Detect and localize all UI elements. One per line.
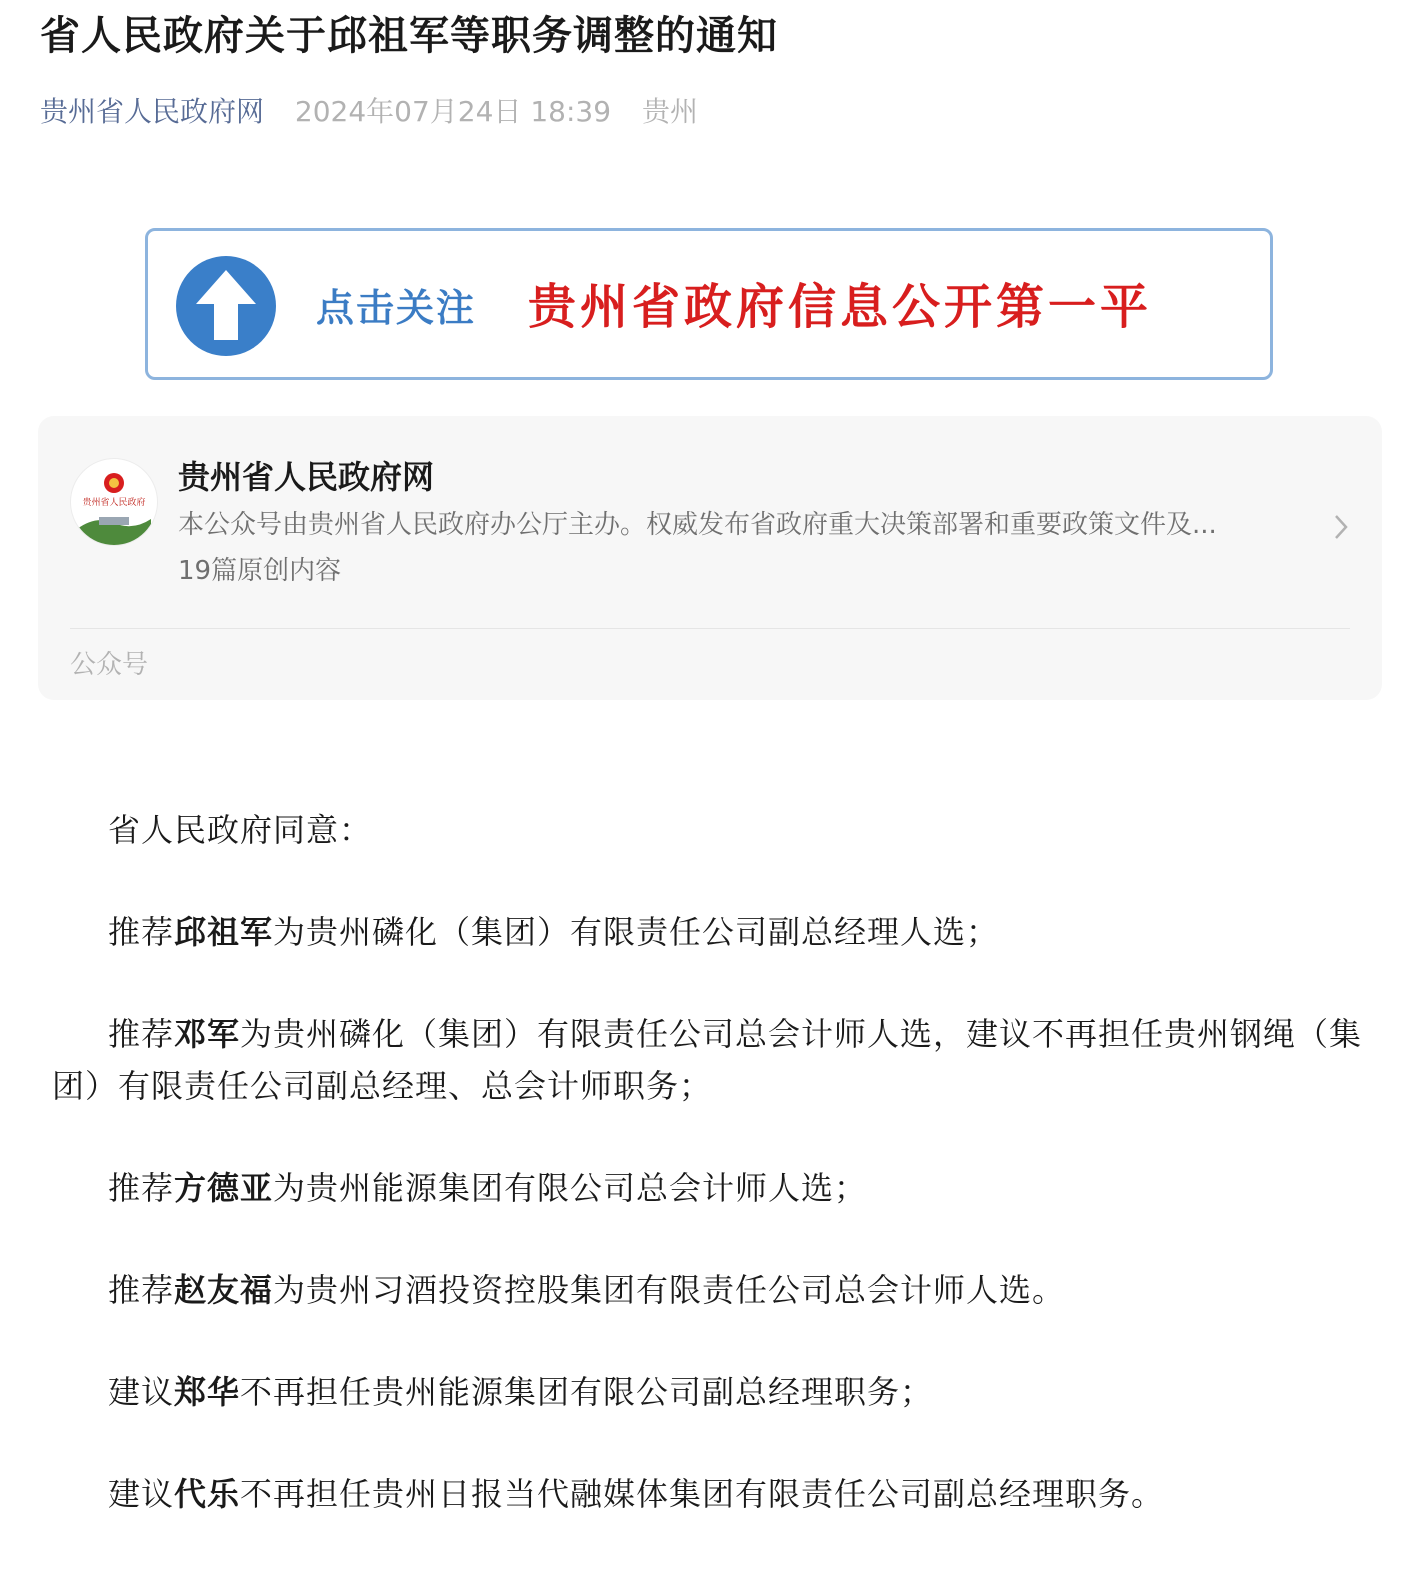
banner-slogan: 贵州省政府信息公开第一平	[528, 279, 1153, 335]
body-intro: 省人民政府同意：	[108, 811, 373, 849]
account-type-label: 公众号	[70, 650, 149, 680]
account-name: 贵州省人民政府网	[178, 458, 435, 496]
person-name: 赵友福	[174, 1271, 274, 1309]
follow-label: 点击关注	[316, 286, 477, 330]
person-name: 代乐	[174, 1475, 241, 1513]
account-card[interactable]	[38, 416, 1382, 700]
up-arrow-icon	[176, 256, 276, 356]
body-item: 推荐方德亚为贵州能源集团有限公司总会计师人选；	[108, 1169, 868, 1207]
article-title: 省人民政府关于邱祖军等职务调整的通知	[40, 13, 778, 59]
article-body	[52, 804, 1392, 1570]
body-item: 建议郑华不再担任贵州能源集团有限公司副总经理职务；	[108, 1373, 934, 1411]
original-count: 19篇原创内容	[178, 556, 342, 586]
body-item: 推荐赵友福为贵州习酒投资控股集团有限责任公司总会计师人选。	[108, 1271, 1066, 1309]
article-meta	[40, 92, 698, 132]
person-name: 方德亚	[174, 1169, 274, 1207]
chevron-right-icon	[1332, 510, 1352, 544]
body-item: 推荐邱祖军为贵州磷化（集团）有限责任公司副总经理人选；	[108, 913, 1000, 951]
account-avatar	[70, 458, 158, 546]
avatar-text: 贵州省人民政府	[82, 497, 146, 507]
publish-location: 贵州	[641, 95, 698, 128]
account-description: 本公众号由贵州省人民政府办公厅主办。权威发布省政府重大决策部署和重要政策文件及...	[178, 510, 1217, 540]
body-item: 推荐邓军为贵州磷化（集团）有限责任公司总会计师人选，建议不再担任贵州钢绳（集团）有限责任公司副总经理、总会计师职务；	[52, 1015, 1363, 1105]
publish-time: 2024年07月24日 18:39	[294, 95, 612, 128]
body-item: 建议代乐不再担任贵州日报当代融媒体集团有限责任公司副总经理职务。	[108, 1475, 1165, 1513]
person-name: 邓军	[174, 1015, 241, 1053]
person-name: 郑华	[174, 1373, 241, 1411]
account-link[interactable]: 贵州省人民政府网	[40, 95, 265, 128]
person-name: 邱祖军	[174, 913, 274, 951]
card-divider	[70, 628, 1350, 629]
follow-banner[interactable]	[145, 228, 1273, 380]
